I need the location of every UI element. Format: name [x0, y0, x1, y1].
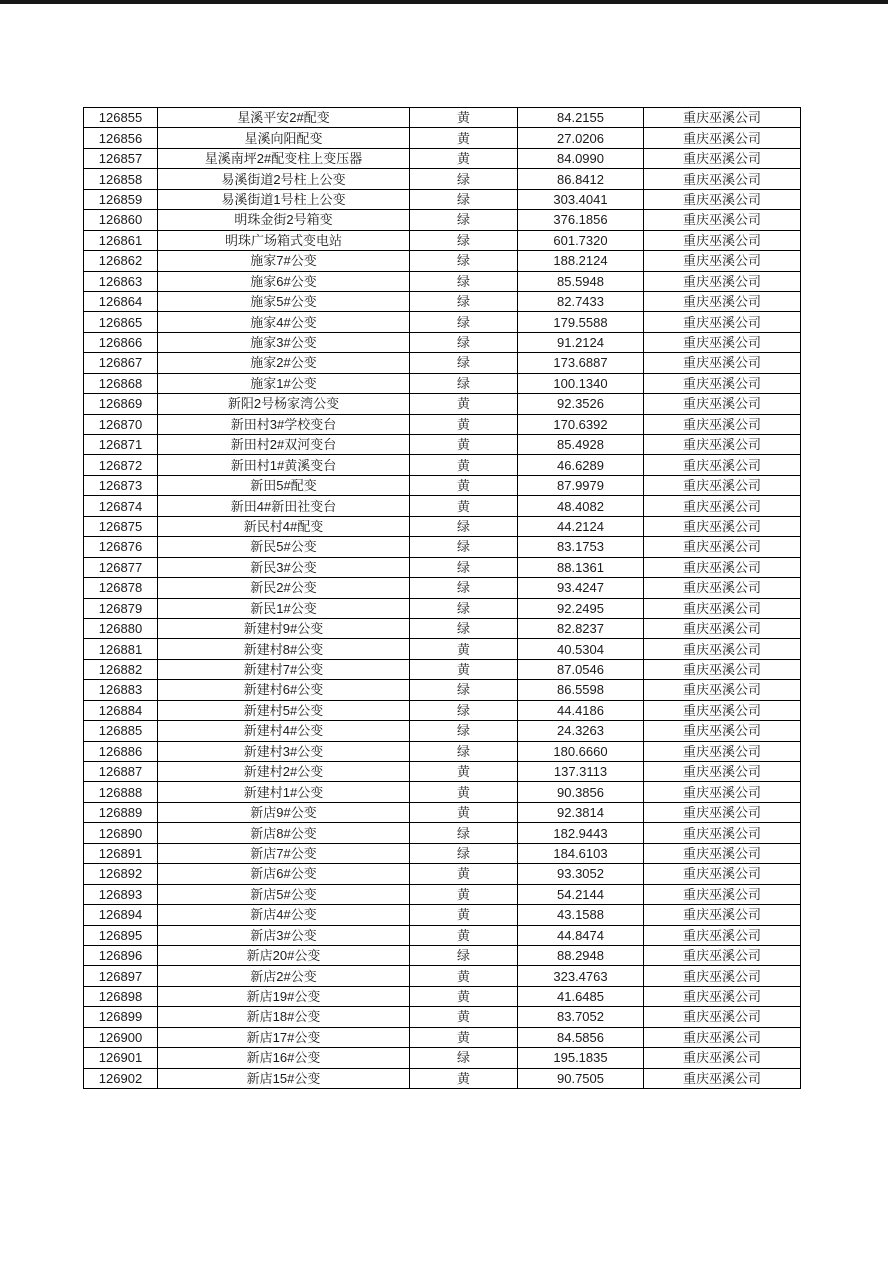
cell-name: 新民1#公变: [158, 598, 410, 618]
cell-name: 新民2#公变: [158, 578, 410, 598]
cell-name: 新阳2号杨家湾公变: [158, 394, 410, 414]
cell-id: 126881: [84, 639, 158, 659]
cell-name: 新店7#公变: [158, 843, 410, 863]
cell-company: 重庆巫溪公司: [644, 312, 801, 332]
cell-company: 重庆巫溪公司: [644, 251, 801, 271]
cell-company: 重庆巫溪公司: [644, 230, 801, 250]
table-row: [84, 271, 801, 291]
cell-id: 126880: [84, 618, 158, 638]
cell-id: 126858: [84, 169, 158, 189]
table-row: [84, 1027, 801, 1047]
cell-name: 新建村9#公变: [158, 618, 410, 638]
cell-status: 黄: [410, 925, 518, 945]
cell-name: 新店18#公变: [158, 1007, 410, 1027]
cell-id: 126886: [84, 741, 158, 761]
cell-name: 新店4#公变: [158, 905, 410, 925]
cell-status: 绿: [410, 721, 518, 741]
cell-id: 126895: [84, 925, 158, 945]
cell-value: 182.9443: [518, 823, 644, 843]
cell-status: 黄: [410, 864, 518, 884]
cell-id: 126868: [84, 373, 158, 393]
cell-status: 黄: [410, 802, 518, 822]
cell-company: 重庆巫溪公司: [644, 802, 801, 822]
cell-status: 绿: [410, 516, 518, 536]
cell-status: 黄: [410, 455, 518, 475]
cell-id: 126882: [84, 659, 158, 679]
cell-status: 黄: [410, 966, 518, 986]
cell-value: 82.8237: [518, 618, 644, 638]
cell-name: 新田村1#黄溪变台: [158, 455, 410, 475]
cell-value: 376.1856: [518, 210, 644, 230]
cell-company: 重庆巫溪公司: [644, 373, 801, 393]
cell-company: 重庆巫溪公司: [644, 189, 801, 209]
table-row: [84, 251, 801, 271]
cell-id: 126879: [84, 598, 158, 618]
cell-name: 施家2#公变: [158, 353, 410, 373]
table-row: [84, 353, 801, 373]
cell-id: 126855: [84, 108, 158, 128]
cell-status: 绿: [410, 537, 518, 557]
cell-value: 88.2948: [518, 945, 644, 965]
cell-value: 92.3814: [518, 802, 644, 822]
cell-id: 126873: [84, 475, 158, 495]
page-top-border-bar: [0, 0, 888, 4]
table-row: [84, 741, 801, 761]
cell-value: 46.6289: [518, 455, 644, 475]
table-body: [84, 108, 801, 1089]
cell-value: 100.1340: [518, 373, 644, 393]
cell-company: 重庆巫溪公司: [644, 741, 801, 761]
cell-status: 绿: [410, 843, 518, 863]
cell-company: 重庆巫溪公司: [644, 639, 801, 659]
cell-company: 重庆巫溪公司: [644, 148, 801, 168]
cell-company: 重庆巫溪公司: [644, 435, 801, 455]
cell-company: 重庆巫溪公司: [644, 475, 801, 495]
cell-company: 重庆巫溪公司: [644, 659, 801, 679]
transformer-table: [83, 107, 801, 1089]
cell-name: 明珠金街2号箱变: [158, 210, 410, 230]
cell-company: 重庆巫溪公司: [644, 986, 801, 1006]
cell-id: 126861: [84, 230, 158, 250]
table-row: [84, 169, 801, 189]
cell-name: 施家3#公变: [158, 332, 410, 352]
cell-name: 施家6#公变: [158, 271, 410, 291]
cell-name: 施家7#公变: [158, 251, 410, 271]
cell-status: 绿: [410, 291, 518, 311]
cell-name: 新店3#公变: [158, 925, 410, 945]
cell-company: 重庆巫溪公司: [644, 332, 801, 352]
cell-name: 星溪平安2#配变: [158, 108, 410, 128]
table-row: [84, 1068, 801, 1088]
cell-status: 黄: [410, 905, 518, 925]
cell-company: 重庆巫溪公司: [644, 414, 801, 434]
table-container: [83, 107, 800, 1089]
cell-id: 126890: [84, 823, 158, 843]
cell-name: 新店15#公变: [158, 1068, 410, 1088]
table-row: [84, 639, 801, 659]
table-row: [84, 905, 801, 925]
cell-value: 24.3263: [518, 721, 644, 741]
table-row: [84, 802, 801, 822]
cell-status: 绿: [410, 618, 518, 638]
cell-value: 84.2155: [518, 108, 644, 128]
cell-id: 126901: [84, 1048, 158, 1068]
cell-company: 重庆巫溪公司: [644, 496, 801, 516]
cell-name: 新店5#公变: [158, 884, 410, 904]
cell-id: 126894: [84, 905, 158, 925]
cell-id: 126864: [84, 291, 158, 311]
cell-name: 新建村8#公变: [158, 639, 410, 659]
cell-company: 重庆巫溪公司: [644, 271, 801, 291]
cell-status: 绿: [410, 598, 518, 618]
cell-status: 绿: [410, 271, 518, 291]
cell-value: 92.2495: [518, 598, 644, 618]
cell-company: 重庆巫溪公司: [644, 843, 801, 863]
cell-id: 126888: [84, 782, 158, 802]
table-row: [84, 455, 801, 475]
cell-value: 48.4082: [518, 496, 644, 516]
cell-value: 173.6887: [518, 353, 644, 373]
table-row: [84, 945, 801, 965]
cell-status: 绿: [410, 251, 518, 271]
cell-company: 重庆巫溪公司: [644, 782, 801, 802]
cell-status: 黄: [410, 986, 518, 1006]
cell-value: 43.1588: [518, 905, 644, 925]
cell-value: 91.2124: [518, 332, 644, 352]
cell-status: 绿: [410, 312, 518, 332]
table-row: [84, 659, 801, 679]
cell-value: 323.4763: [518, 966, 644, 986]
cell-id: 126876: [84, 537, 158, 557]
cell-name: 新店17#公变: [158, 1027, 410, 1047]
cell-id: 126866: [84, 332, 158, 352]
cell-name: 新民5#公变: [158, 537, 410, 557]
cell-value: 137.3113: [518, 762, 644, 782]
table-row: [84, 373, 801, 393]
cell-name: 新建村3#公变: [158, 741, 410, 761]
table-row: [84, 496, 801, 516]
cell-company: 重庆巫溪公司: [644, 905, 801, 925]
cell-name: 新建村2#公变: [158, 762, 410, 782]
cell-company: 重庆巫溪公司: [644, 1048, 801, 1068]
cell-id: 126872: [84, 455, 158, 475]
cell-company: 重庆巫溪公司: [644, 557, 801, 577]
cell-company: 重庆巫溪公司: [644, 721, 801, 741]
cell-name: 新建村4#公变: [158, 721, 410, 741]
cell-id: 126859: [84, 189, 158, 209]
cell-id: 126871: [84, 435, 158, 455]
cell-name: 施家4#公变: [158, 312, 410, 332]
cell-company: 重庆巫溪公司: [644, 108, 801, 128]
cell-value: 170.6392: [518, 414, 644, 434]
cell-id: 126897: [84, 966, 158, 986]
cell-value: 93.4247: [518, 578, 644, 598]
cell-status: 绿: [410, 353, 518, 373]
cell-value: 40.5304: [518, 639, 644, 659]
cell-id: 126878: [84, 578, 158, 598]
cell-status: 黄: [410, 148, 518, 168]
cell-company: 重庆巫溪公司: [644, 1068, 801, 1088]
cell-id: 126884: [84, 700, 158, 720]
table-row: [84, 1007, 801, 1027]
cell-value: 88.1361: [518, 557, 644, 577]
cell-company: 重庆巫溪公司: [644, 945, 801, 965]
cell-status: 黄: [410, 762, 518, 782]
cell-value: 90.7505: [518, 1068, 644, 1088]
cell-status: 黄: [410, 1027, 518, 1047]
cell-company: 重庆巫溪公司: [644, 353, 801, 373]
cell-value: 601.7320: [518, 230, 644, 250]
table-row: [84, 189, 801, 209]
cell-id: 126856: [84, 128, 158, 148]
table-row: [84, 537, 801, 557]
cell-value: 44.8474: [518, 925, 644, 945]
cell-status: 黄: [410, 394, 518, 414]
cell-id: 126870: [84, 414, 158, 434]
cell-name: 星溪向阳配变: [158, 128, 410, 148]
cell-name: 易溪街道1号柱上公变: [158, 189, 410, 209]
cell-value: 44.4186: [518, 700, 644, 720]
cell-name: 新民3#公变: [158, 557, 410, 577]
cell-value: 85.5948: [518, 271, 644, 291]
table-row: [84, 414, 801, 434]
cell-id: 126863: [84, 271, 158, 291]
table-row: [84, 578, 801, 598]
table-row: [84, 148, 801, 168]
cell-company: 重庆巫溪公司: [644, 291, 801, 311]
table-row: [84, 394, 801, 414]
cell-value: 87.9979: [518, 475, 644, 495]
cell-value: 188.2124: [518, 251, 644, 271]
cell-id: 126865: [84, 312, 158, 332]
cell-name: 新田村3#学校变台: [158, 414, 410, 434]
cell-id: 126899: [84, 1007, 158, 1027]
table-row: [84, 700, 801, 720]
cell-value: 82.7433: [518, 291, 644, 311]
cell-id: 126860: [84, 210, 158, 230]
cell-company: 重庆巫溪公司: [644, 578, 801, 598]
cell-value: 41.6485: [518, 986, 644, 1006]
cell-name: 新店2#公变: [158, 966, 410, 986]
cell-status: 绿: [410, 680, 518, 700]
cell-company: 重庆巫溪公司: [644, 598, 801, 618]
cell-value: 86.5598: [518, 680, 644, 700]
table-row: [84, 864, 801, 884]
table-row: [84, 557, 801, 577]
cell-status: 绿: [410, 189, 518, 209]
table-row: [84, 598, 801, 618]
cell-id: 126889: [84, 802, 158, 822]
table-row: [84, 843, 801, 863]
cell-id: 126857: [84, 148, 158, 168]
cell-id: 126883: [84, 680, 158, 700]
table-row: [84, 332, 801, 352]
cell-value: 92.3526: [518, 394, 644, 414]
cell-company: 重庆巫溪公司: [644, 1027, 801, 1047]
cell-status: 黄: [410, 1068, 518, 1088]
table-row: [84, 435, 801, 455]
table-row: [84, 128, 801, 148]
cell-company: 重庆巫溪公司: [644, 925, 801, 945]
cell-id: 126891: [84, 843, 158, 863]
cell-value: 93.3052: [518, 864, 644, 884]
cell-name: 新建村6#公变: [158, 680, 410, 700]
table-row: [84, 312, 801, 332]
cell-id: 126893: [84, 884, 158, 904]
cell-name: 新店20#公变: [158, 945, 410, 965]
cell-status: 绿: [410, 1048, 518, 1068]
table-row: [84, 230, 801, 250]
cell-status: 绿: [410, 373, 518, 393]
cell-status: 绿: [410, 741, 518, 761]
cell-value: 195.1835: [518, 1048, 644, 1068]
cell-value: 83.7052: [518, 1007, 644, 1027]
cell-company: 重庆巫溪公司: [644, 966, 801, 986]
cell-value: 87.0546: [518, 659, 644, 679]
cell-name: 新建村1#公变: [158, 782, 410, 802]
cell-name: 施家1#公变: [158, 373, 410, 393]
cell-id: 126887: [84, 762, 158, 782]
cell-value: 180.6660: [518, 741, 644, 761]
cell-value: 27.0206: [518, 128, 644, 148]
cell-company: 重庆巫溪公司: [644, 128, 801, 148]
cell-id: 126875: [84, 516, 158, 536]
table-row: [84, 618, 801, 638]
cell-company: 重庆巫溪公司: [644, 823, 801, 843]
cell-status: 绿: [410, 557, 518, 577]
cell-status: 绿: [410, 945, 518, 965]
cell-name: 新店6#公变: [158, 864, 410, 884]
cell-company: 重庆巫溪公司: [644, 762, 801, 782]
cell-company: 重庆巫溪公司: [644, 884, 801, 904]
cell-name: 新店19#公变: [158, 986, 410, 1006]
cell-name: 新民村4#配变: [158, 516, 410, 536]
cell-status: 黄: [410, 884, 518, 904]
cell-id: 126877: [84, 557, 158, 577]
cell-status: 黄: [410, 639, 518, 659]
cell-company: 重庆巫溪公司: [644, 210, 801, 230]
cell-id: 126862: [84, 251, 158, 271]
cell-value: 86.8412: [518, 169, 644, 189]
cell-status: 绿: [410, 332, 518, 352]
cell-status: 黄: [410, 108, 518, 128]
cell-value: 84.0990: [518, 148, 644, 168]
table-row: [84, 291, 801, 311]
cell-company: 重庆巫溪公司: [644, 1007, 801, 1027]
cell-value: 54.2144: [518, 884, 644, 904]
cell-name: 明珠广场箱式变电站: [158, 230, 410, 250]
cell-id: 126898: [84, 986, 158, 1006]
table-row: [84, 966, 801, 986]
cell-id: 126902: [84, 1068, 158, 1088]
cell-value: 90.3856: [518, 782, 644, 802]
cell-status: 黄: [410, 414, 518, 434]
cell-company: 重庆巫溪公司: [644, 537, 801, 557]
table-row: [84, 475, 801, 495]
cell-name: 新田村2#双河变台: [158, 435, 410, 455]
cell-company: 重庆巫溪公司: [644, 680, 801, 700]
cell-value: 184.6103: [518, 843, 644, 863]
cell-status: 绿: [410, 169, 518, 189]
cell-id: 126896: [84, 945, 158, 965]
cell-name: 新店8#公变: [158, 823, 410, 843]
table-row: [84, 823, 801, 843]
table-row: [84, 986, 801, 1006]
cell-status: 黄: [410, 435, 518, 455]
cell-id: 126885: [84, 721, 158, 741]
cell-name: 新建村5#公变: [158, 700, 410, 720]
cell-status: 绿: [410, 823, 518, 843]
table-row: [84, 516, 801, 536]
cell-name: 易溪街道2号柱上公变: [158, 169, 410, 189]
cell-value: 85.4928: [518, 435, 644, 455]
cell-company: 重庆巫溪公司: [644, 618, 801, 638]
cell-name: 星溪南坪2#配变柱上变压器: [158, 148, 410, 168]
cell-id: 126869: [84, 394, 158, 414]
cell-status: 绿: [410, 210, 518, 230]
cell-status: 黄: [410, 782, 518, 802]
cell-status: 绿: [410, 230, 518, 250]
cell-status: 绿: [410, 578, 518, 598]
cell-company: 重庆巫溪公司: [644, 169, 801, 189]
cell-status: 绿: [410, 700, 518, 720]
cell-id: 126874: [84, 496, 158, 516]
table-row: [84, 1048, 801, 1068]
cell-company: 重庆巫溪公司: [644, 394, 801, 414]
cell-status: 黄: [410, 1007, 518, 1027]
table-row: [84, 680, 801, 700]
cell-status: 黄: [410, 659, 518, 679]
cell-status: 黄: [410, 496, 518, 516]
cell-value: 179.5588: [518, 312, 644, 332]
cell-company: 重庆巫溪公司: [644, 516, 801, 536]
cell-id: 126892: [84, 864, 158, 884]
table-row: [84, 108, 801, 128]
table-row: [84, 210, 801, 230]
cell-name: 新店9#公变: [158, 802, 410, 822]
cell-value: 44.2124: [518, 516, 644, 536]
table-row: [84, 925, 801, 945]
cell-status: 黄: [410, 475, 518, 495]
cell-company: 重庆巫溪公司: [644, 700, 801, 720]
cell-id: 126867: [84, 353, 158, 373]
cell-id: 126900: [84, 1027, 158, 1047]
table-row: [84, 721, 801, 741]
cell-value: 303.4041: [518, 189, 644, 209]
cell-value: 84.5856: [518, 1027, 644, 1047]
cell-name: 新店16#公变: [158, 1048, 410, 1068]
table-row: [84, 884, 801, 904]
table-row: [84, 782, 801, 802]
cell-company: 重庆巫溪公司: [644, 864, 801, 884]
cell-name: 新建村7#公变: [158, 659, 410, 679]
cell-company: 重庆巫溪公司: [644, 455, 801, 475]
cell-name: 新田4#新田社变台: [158, 496, 410, 516]
cell-value: 83.1753: [518, 537, 644, 557]
cell-status: 黄: [410, 128, 518, 148]
cell-name: 施家5#公变: [158, 291, 410, 311]
cell-name: 新田5#配变: [158, 475, 410, 495]
table-row: [84, 762, 801, 782]
